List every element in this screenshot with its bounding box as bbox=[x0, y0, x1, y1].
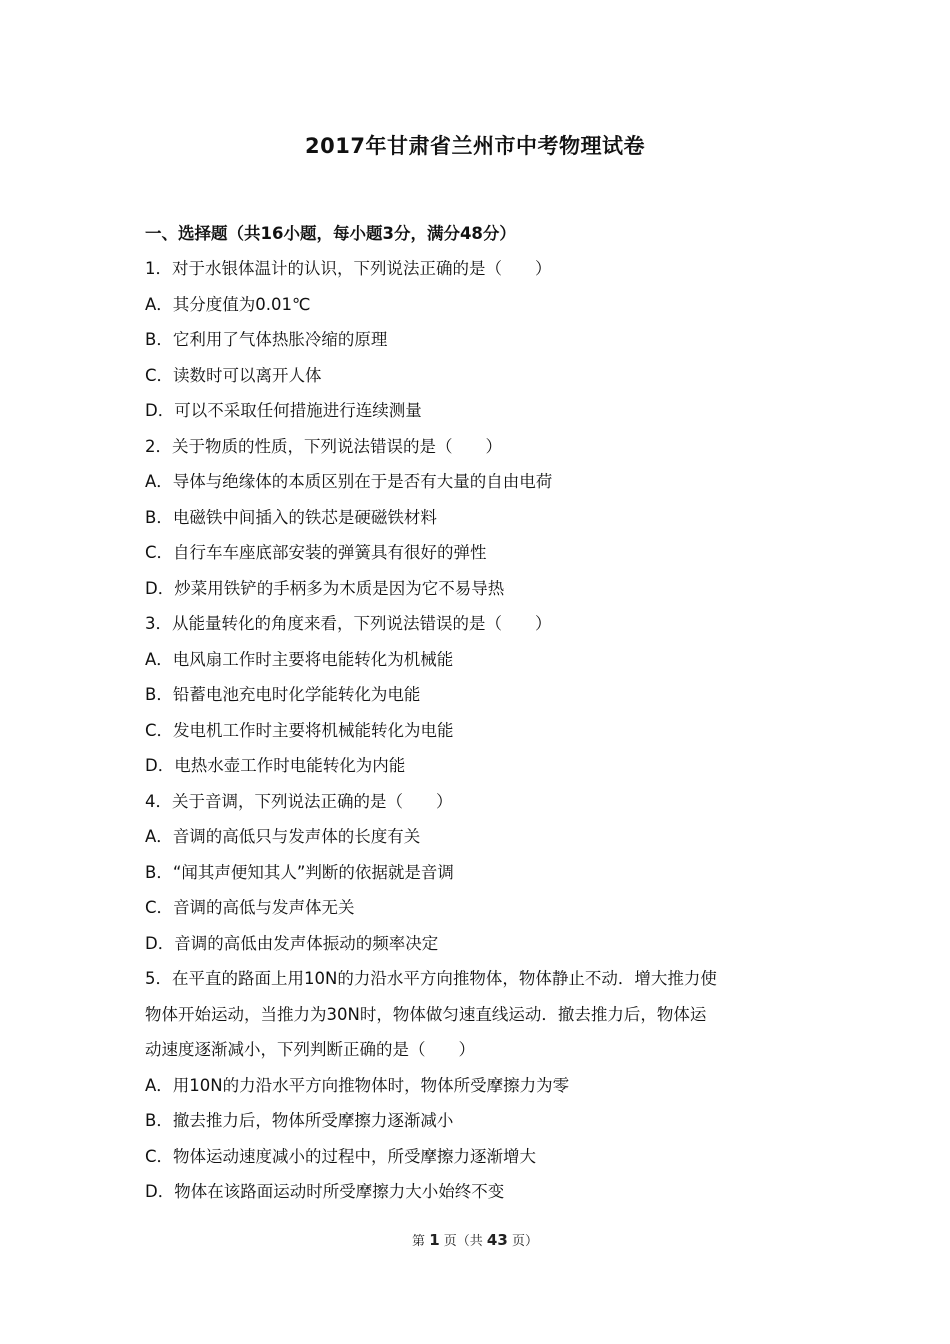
answer-option: B．它利用了气体热胀冷缩的原理 bbox=[145, 330, 388, 349]
section-heading: 一、选择题（共16小题，每小题3分，满分48分） bbox=[145, 224, 516, 243]
footer-suffix: 页） bbox=[511, 1234, 538, 1249]
question-block bbox=[145, 435, 810, 613]
question-block bbox=[145, 790, 810, 968]
answer-option: D．炒菜用铁铲的手柄多为木质是因为它不易导热 bbox=[145, 578, 505, 598]
question-block bbox=[145, 967, 810, 1216]
answer-option: C．自行车车座底部安装的弹簧具有很好的弹性 bbox=[145, 543, 487, 562]
answer-option: A．用10N的力沿水平方向推物体时，物体所受摩擦力为零 bbox=[145, 1075, 570, 1095]
answer-option: C．发电机工作时主要将机械能转化为电能 bbox=[145, 720, 454, 740]
page-footer bbox=[0, 1230, 950, 1249]
answer-option: A．音调的高低只与发声体的长度有关 bbox=[145, 827, 421, 846]
question-block bbox=[145, 612, 810, 790]
answer-option: B．“闻其声便知其人”判断的依据就是音调 bbox=[145, 862, 454, 882]
answer-option: D．电热水壶工作时电能转化为内能 bbox=[145, 756, 406, 775]
answer-option: D．音调的高低由发声体振动的频率决定 bbox=[145, 933, 439, 953]
answer-option: B．铅蓄电池充电时化学能转化为电能 bbox=[145, 685, 421, 704]
question-stem-line: 3．从能量转化的角度来看，下列说法错误的是（ ） bbox=[145, 614, 552, 633]
footer-middle: 页（共 bbox=[443, 1234, 483, 1249]
answer-option: C．读数时可以离开人体 bbox=[145, 365, 322, 385]
footer-total-pages: 43 bbox=[486, 1231, 508, 1249]
answer-option: B．电磁铁中间插入的铁芯是硬磁铁材料 bbox=[145, 507, 437, 527]
question-stem-line: 5．在平直的路面上用10N的力沿水平方向推物体，物体静止不动．增大推力使 bbox=[145, 969, 717, 988]
answer-option: A．其分度值为0.01℃ bbox=[145, 294, 311, 314]
answer-option: D．物体在该路面运动时所受摩擦力大小始终不变 bbox=[145, 1182, 505, 1201]
page-title: 2017年甘肃省兰州市中考物理试卷 bbox=[305, 134, 645, 158]
answer-option: C．物体运动速度减小的过程中，所受摩擦力逐渐增大 bbox=[145, 1146, 537, 1166]
question-stem-line: 2．关于物质的性质，下列说法错误的是（ ） bbox=[145, 436, 502, 456]
answer-option: C．音调的高低与发声体无关 bbox=[145, 898, 355, 917]
question-stem-line: 1．对于水银体温计的认识，下列说法正确的是（ ） bbox=[145, 259, 552, 278]
footer-page-number: 1 bbox=[429, 1231, 440, 1249]
answer-option: D．可以不采取任何措施进行连续测量 bbox=[145, 401, 422, 420]
answer-option: A．导体与绝缘体的本质区别在于是否有大量的自由电荷 bbox=[145, 472, 553, 491]
footer-prefix: 第 bbox=[412, 1234, 426, 1249]
question-stem-line: 物体开始运动，当推力为30N时，物体做匀速直线运动．撤去推力后，物体运 bbox=[145, 1004, 707, 1024]
question-stem-line: 4．关于音调，下列说法正确的是（ ） bbox=[145, 791, 453, 811]
answer-option: B．撤去推力后，物体所受摩擦力逐渐减小 bbox=[145, 1111, 454, 1130]
question-block bbox=[145, 257, 810, 435]
answer-option: A．电风扇工作时主要将电能转化为机械能 bbox=[145, 649, 454, 669]
question-list bbox=[145, 257, 810, 1216]
question-stem-line: 动速度逐渐减小，下列判断正确的是（ ） bbox=[145, 1040, 475, 1059]
